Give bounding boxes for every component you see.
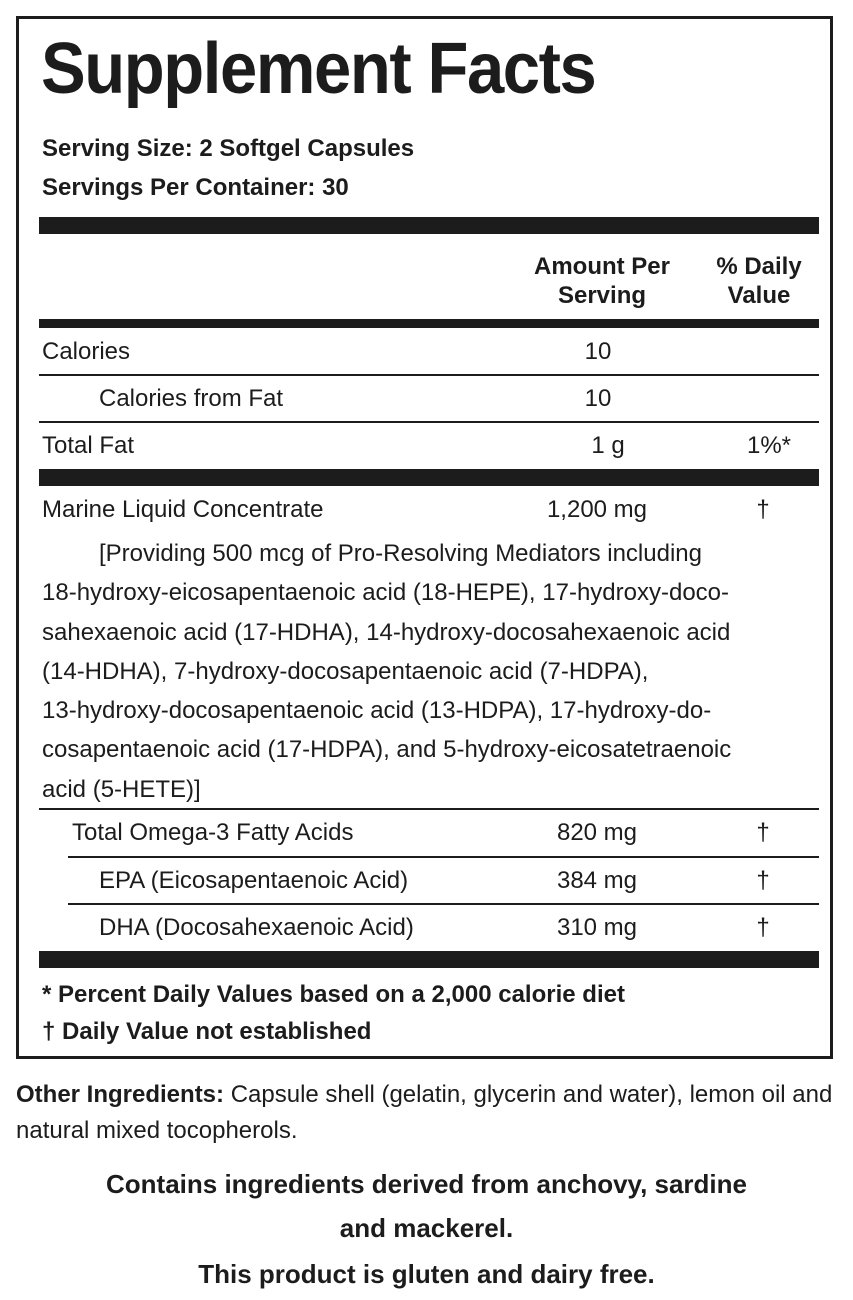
thick-bar-bottom (39, 951, 819, 968)
amount-header-line1: Amount Per (533, 253, 670, 280)
thick-bar-header (39, 319, 819, 328)
serving-size: Serving Size: 2 Softgel Capsules (42, 135, 415, 162)
description-line: acid (5-HETE)] (42, 775, 201, 803)
row-total-fat-amount: 1 g (591, 432, 625, 459)
row-omega3-dv: † (756, 819, 770, 846)
description-line: [Providing 500 mcg of Pro-Resolving Mediators including (99, 540, 702, 567)
dv-header-line2: Value (727, 282, 791, 309)
description-line: (14-HDHA), 7-hydroxy-docosapentaenoic acid (7-HDPA), (42, 657, 649, 685)
row-calories-from-fat-name: Calories from Fat (99, 385, 284, 412)
row-total-fat-name: Total Fat (42, 432, 135, 459)
row-divider (39, 421, 819, 423)
daily-value-header (709, 252, 809, 310)
amount-per-serving-header (522, 252, 682, 310)
row-epa-amount: 384 mg (556, 867, 638, 894)
row-dha-dv: † (756, 914, 770, 941)
allergen-line1: Contains ingredients derived from anchovy, sardine (106, 1169, 747, 1199)
panel-title: Supplement Facts (41, 29, 596, 109)
gluten-dairy-free-statement: This product is gluten and dairy free. (198, 1259, 655, 1289)
row-divider (39, 374, 819, 376)
row-marine-concentrate-dv: † (756, 496, 770, 523)
thick-bar-top (39, 217, 819, 234)
row-marine-concentrate-name: Marine Liquid Concentrate (42, 496, 324, 523)
row-divider (39, 808, 819, 810)
row-calories-from-fat-amount: 10 (584, 385, 612, 412)
row-calories-name: Calories (42, 338, 131, 365)
supplement-facts-panel (16, 16, 833, 1059)
footnote-percent-dv: * Percent Daily Values based on a 2,000 calorie diet (42, 981, 625, 1008)
allergen-statement (0, 1162, 853, 1250)
dv-header-line1: % Daily (716, 253, 802, 280)
description-line: sahexaenoic acid (17-HDHA), 14-hydroxy-docosahexaenoic acid (42, 618, 731, 646)
row-dha-amount: 310 mg (556, 914, 638, 941)
footnote-dv-not-established: † Daily Value not established (42, 1018, 372, 1045)
thick-bar-mid (39, 469, 819, 486)
marine-concentrate-description (42, 534, 822, 809)
other-ingredients (16, 1077, 836, 1149)
row-epa-dv: † (756, 867, 770, 894)
other-ingredients-heading: Other Ingredients: (16, 1081, 225, 1108)
row-divider (68, 856, 819, 858)
row-dha-name: DHA (Docosahexaenoic Acid) (99, 914, 414, 941)
row-epa-name: EPA (Eicosapentaenoic Acid) (99, 867, 409, 894)
row-total-fat-dv: 1%* (746, 432, 792, 459)
row-omega3-name: Total Omega-3 Fatty Acids (72, 819, 354, 846)
description-line: 13-hydroxy-docosapentaenoic acid (13-HDPA), 17-hydroxy-do- (42, 697, 712, 725)
row-divider (68, 903, 819, 905)
allergen-line2: and mackerel. (339, 1213, 514, 1243)
servings-per-container: Servings Per Container: 30 (42, 174, 349, 201)
description-line: cosapentaenoic acid (17-HDPA), and 5-hydroxy-eicosatetraenoic (42, 736, 732, 764)
amount-header-line2: Serving (557, 282, 647, 309)
description-line: 18-hydroxy-eicosapentaenoic acid (18-HEPE), 17-hydroxy-doco- (42, 579, 729, 607)
row-omega3-amount: 820 mg (556, 819, 638, 846)
row-calories-amount: 10 (584, 338, 612, 365)
row-marine-concentrate-amount: 1,200 mg (546, 496, 648, 523)
other-ingredients-text: Capsule shell (gelatin, glycerin and water), lemon oil and natural mixed tocopherols. (16, 1081, 833, 1144)
